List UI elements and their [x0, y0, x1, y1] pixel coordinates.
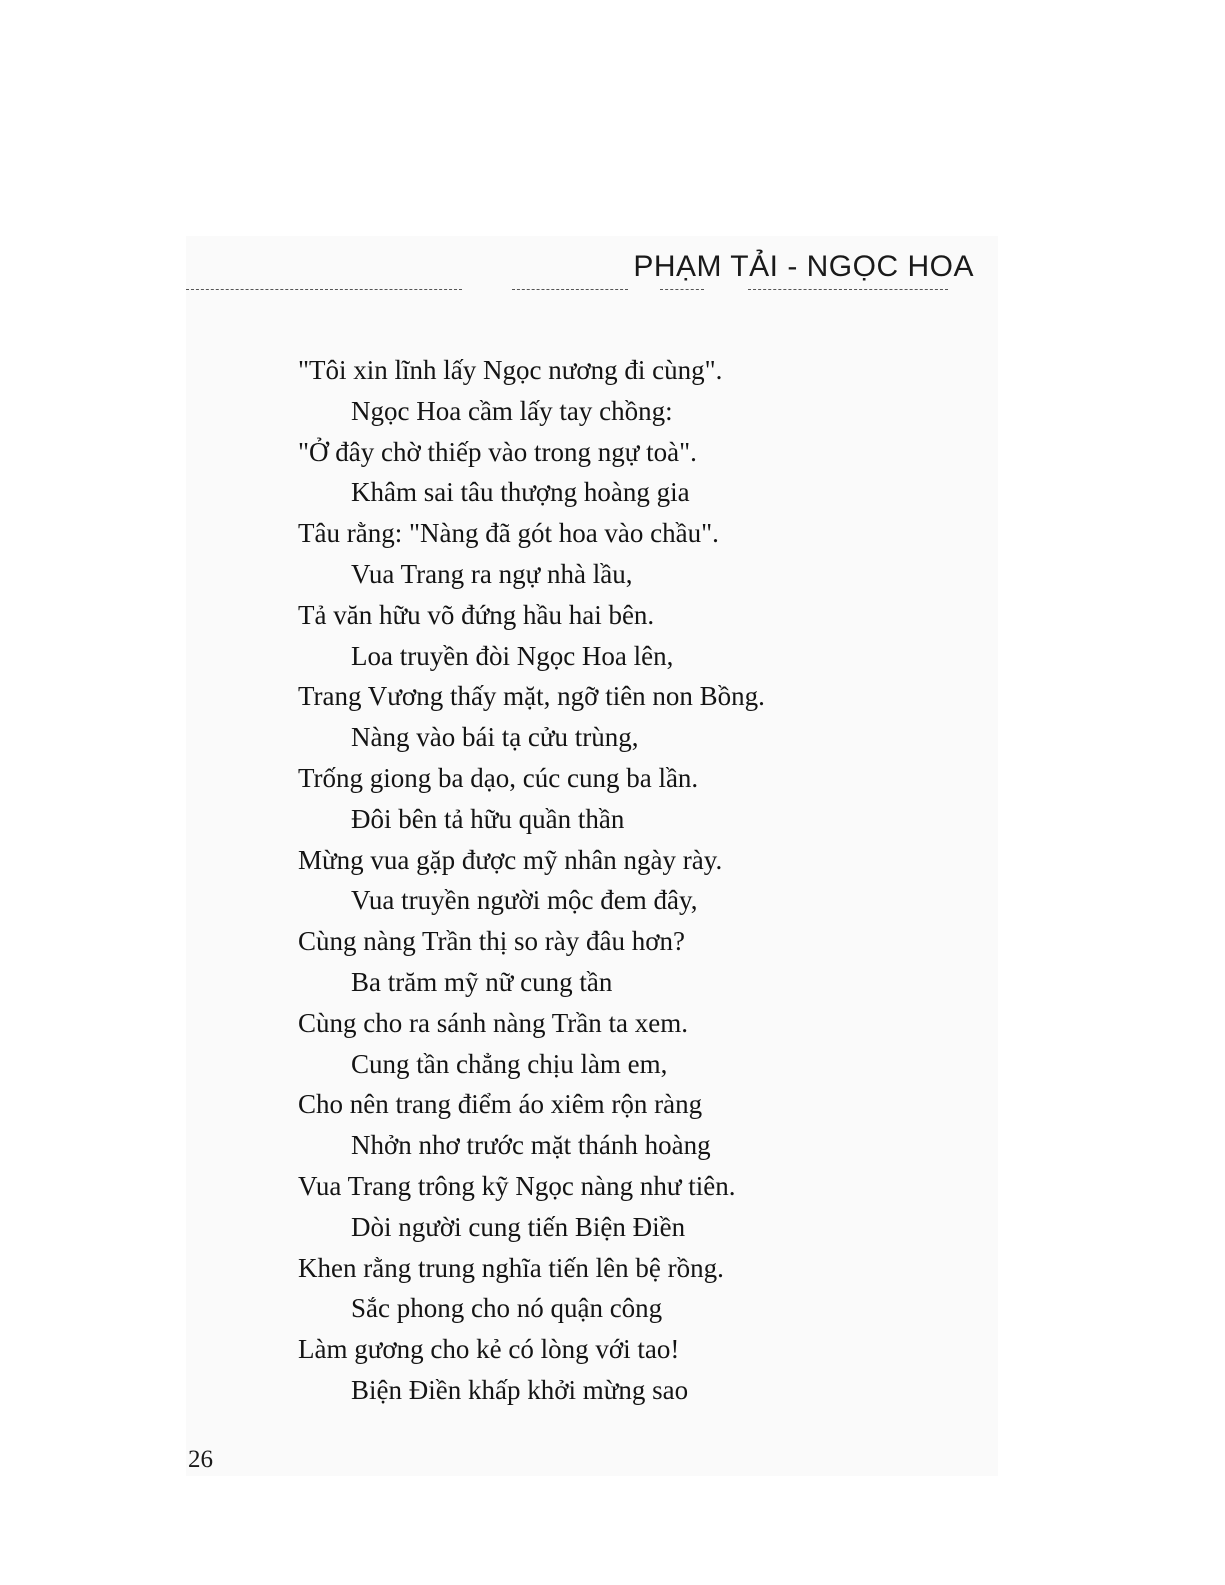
verse-line: Khâm sai tâu thượng hoàng gia	[351, 477, 690, 508]
verse-line: Đôi bên tả hữu quần thần	[351, 803, 625, 834]
verse-line: Loa truyền đòi Ngọc Hoa lên,	[351, 640, 674, 671]
verse-line: Sắc phong cho nó quận công	[351, 1293, 663, 1324]
verse-line: Trống giong ba dạo, cúc cung ba lần.	[298, 762, 699, 793]
page-number: 26	[188, 1446, 213, 1473]
running-header-title: PHẠM TẢI - NGỌC HOA	[633, 250, 974, 283]
verse-line: Tâu rằng: "Nàng đã gót hoa vào chầu".	[298, 518, 719, 549]
verse-line: "Ở đây chờ thiếp vào trong ngự toà".	[298, 436, 697, 467]
verse-line: Cung tần chẳng chịu làm em,	[351, 1048, 668, 1079]
verse-line: Nhởn nhơ trước mặt thánh hoàng	[351, 1130, 711, 1161]
verse-line: Cùng nàng Trần thị so rày đâu hơn?	[298, 926, 686, 957]
verse-line: Mừng vua gặp được mỹ nhân ngày rày.	[298, 844, 723, 875]
verse-line: Cùng cho ra sánh nàng Trần ta xem.	[298, 1007, 688, 1038]
verse-line: Ba trăm mỹ nữ cung tần	[351, 966, 613, 997]
verse-line: Vua Trang trông kỹ Ngọc nàng như tiên.	[298, 1170, 736, 1201]
verse-line: Nàng vào bái tạ cửu trùng,	[351, 722, 639, 753]
verse-line: Dòi người cung tiến Biện Điền	[351, 1211, 686, 1242]
header-dashed-rule	[748, 289, 948, 290]
header-dashed-rule	[512, 289, 628, 290]
verse-line: Khen rằng trung nghĩa tiến lên bệ rồng.	[298, 1252, 724, 1283]
header-dashed-rule	[660, 289, 704, 290]
verse-line: Ngọc Hoa cầm lấy tay chồng:	[351, 395, 673, 426]
poem-body	[298, 350, 938, 1411]
verse-line: Vua truyền người mộc đem đây,	[351, 885, 698, 916]
verse-line: Biện Điền khấp khởi mừng sao	[351, 1374, 689, 1405]
verse-line: Tả văn hữu võ đứng hầu hai bên.	[298, 599, 655, 630]
header-dashed-rule	[186, 289, 462, 290]
verse-line: Làm gương cho kẻ có lòng với tao!	[298, 1334, 680, 1365]
verse-line: Trang Vương thấy mặt, ngỡ tiên non Bồng.	[298, 681, 765, 712]
verse-line: Vua Trang ra ngự nhà lầu,	[351, 558, 633, 589]
verse-line: "Tôi xin lĩnh lấy Ngọc nương đi cùng".	[298, 355, 723, 385]
verse-line: Cho nên trang điểm áo xiêm rộn ràng	[298, 1089, 703, 1120]
